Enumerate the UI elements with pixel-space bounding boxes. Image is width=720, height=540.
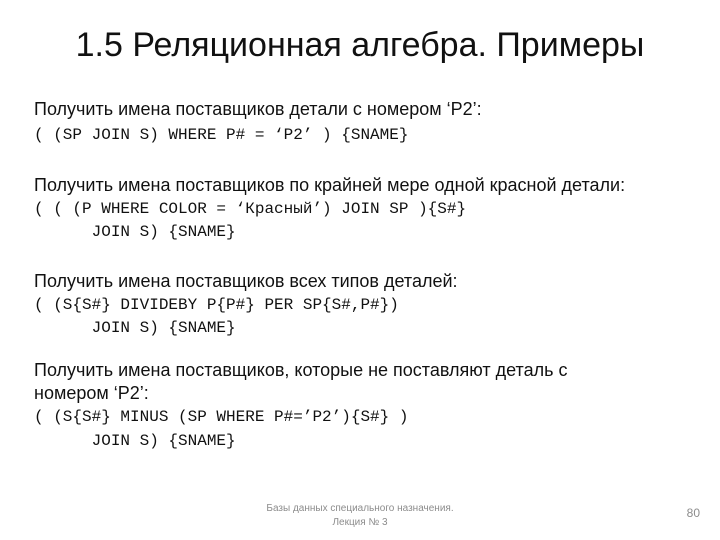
slide-title: 1.5 Реляционная алгебра. Примеры <box>75 26 645 64</box>
example-4-task-line-2: номером ‘P2’: <box>34 383 149 403</box>
slide-footer <box>240 502 480 530</box>
example-3-code-line-1: ( (S{S#} DIVIDEBY P{P#} PER SP{S#,P#}) <box>34 296 399 314</box>
example-4-task-line-1: Получить имена поставщиков, которые не поставляют деталь с <box>34 360 568 380</box>
footer-line-1: Базы данных специального назначения. <box>266 503 454 514</box>
footer-line-2: Лекция № 3 <box>332 517 388 528</box>
example-2-code-line-2: JOIN S) {SNAME} <box>34 223 236 241</box>
example-2-code-line-1: ( ( (P WHERE COLOR = ‘Красный’) JOIN SP ){S#} <box>34 200 467 218</box>
example-1-task: Получить имена поставщиков детали с номером ‘P2’: <box>34 99 482 119</box>
example-2-task: Получить имена поставщиков по крайней мере одной красной детали: <box>34 175 626 195</box>
example-4-code-line-1: ( (S{S#} MINUS (SP WHERE P#=’P2’){S#} ) <box>34 408 409 426</box>
example-1-code-line-1: ( (SP JOIN S) WHERE P# = ‘P2’ ) {SNAME} <box>34 126 409 144</box>
example-3-task: Получить имена поставщиков всех типов деталей: <box>34 271 458 291</box>
example-4-code-line-2: JOIN S) {SNAME} <box>34 432 236 450</box>
page-number: 80 <box>686 506 700 520</box>
example-3-code-line-2: JOIN S) {SNAME} <box>34 319 236 337</box>
